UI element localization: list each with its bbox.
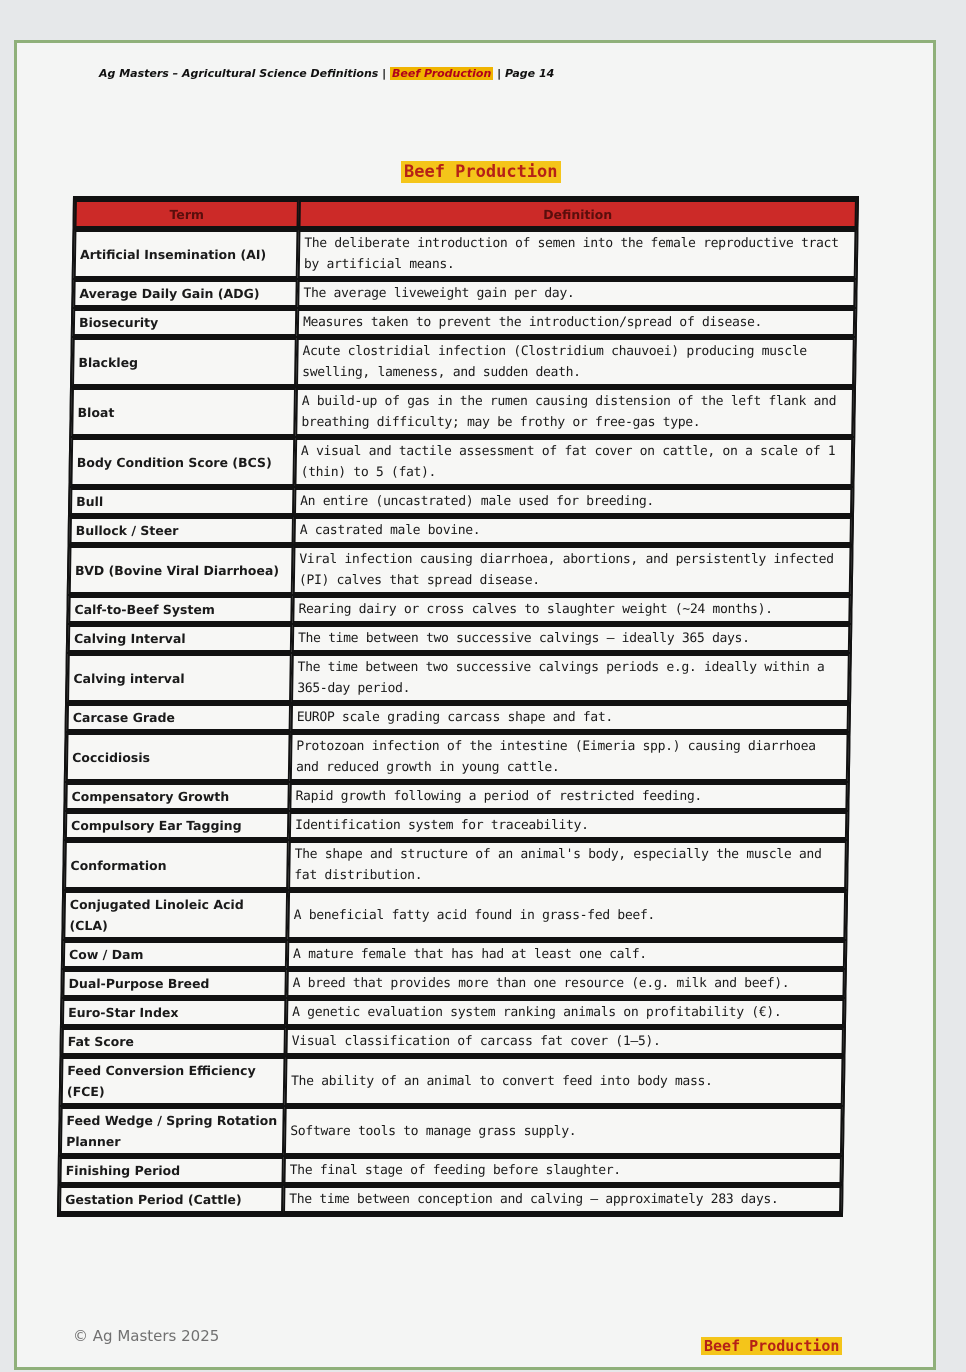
definition-cell: Measures taken to prevent the introduction/spread of disease.: [297, 309, 855, 336]
term-cell: Bloat: [71, 388, 296, 436]
term-cell: Bullock / Steer: [70, 517, 294, 544]
table-row: [72, 338, 855, 386]
table-row: [59, 1157, 841, 1184]
table-body: [59, 230, 856, 1213]
term-cell: Fat Score: [62, 1028, 286, 1055]
term-cell: Bull: [70, 488, 294, 515]
header-page-number: | Page 14: [497, 67, 555, 80]
table-row: [62, 970, 844, 997]
table-row: [64, 841, 847, 889]
term-cell: Carcase Grade: [67, 704, 291, 731]
column-header-definition: Definition: [298, 200, 856, 228]
definition-cell: A castrated male bovine.: [294, 517, 852, 544]
definition-cell: An entire (uncastrated) male used for breeding.: [294, 488, 852, 515]
term-cell: Artificial Insemination (AI): [74, 230, 299, 278]
table-row: [74, 230, 857, 278]
definition-cell: Protozoan infection of the intestine (Eimeria spp.) causing diarrhoea and reduced growth in young cattle.: [290, 733, 849, 781]
term-cell: Coccidiosis: [66, 733, 291, 781]
table-row: [65, 783, 847, 810]
header-section: Beef Production: [392, 67, 492, 80]
table-row: [61, 1057, 844, 1105]
definition-cell: Software tools to manage grass supply.: [284, 1107, 843, 1155]
term-cell: Calving interval: [67, 654, 292, 702]
table-row: [73, 309, 855, 336]
table-row: [63, 891, 846, 939]
definition-cell: Rearing dairy or cross calves to slaughter weight (~24 months).: [292, 596, 850, 623]
footer-copyright: © Ag Masters 2025: [73, 1327, 220, 1345]
table-row: [66, 733, 849, 781]
term-cell: Compensatory Growth: [65, 783, 289, 810]
definition-cell: A beneficial fatty acid found in grass-fed beef.: [287, 891, 846, 939]
term-cell: Euro-Star Index: [62, 999, 286, 1026]
definition-cell: The ability of an animal to convert feed into body mass.: [285, 1057, 844, 1105]
table-row: [62, 1028, 844, 1055]
table-row: [70, 517, 852, 544]
definition-cell: The time between two successive calvings periods e.g. ideally within a 365-day period.: [291, 654, 850, 702]
definition-cell: The time between conception and calving – approximately 283 days.: [283, 1186, 841, 1213]
table-row: [65, 812, 847, 839]
table-row: [70, 488, 852, 515]
definition-cell: The time between two successive calvings – ideally 365 days.: [292, 625, 850, 652]
table-row: [71, 388, 854, 436]
table-row: [60, 1107, 843, 1155]
column-header-term: Term: [74, 200, 298, 228]
term-cell: Finishing Period: [59, 1157, 283, 1184]
definition-cell: A genetic evaluation system ranking animals on profitability (€).: [286, 999, 844, 1026]
term-cell: Compulsory Ear Tagging: [65, 812, 289, 839]
definition-cell: Viral infection causing diarrhoea, abortions, and persistently infected (PI) calves that spread disease.: [293, 546, 852, 594]
term-cell: Calf-to-Beef System: [68, 596, 292, 623]
definition-cell: EUROP scale grading carcass shape and fat.: [291, 704, 849, 731]
definition-cell: The final stage of feeding before slaughter.: [283, 1157, 841, 1184]
table-row: [67, 654, 850, 702]
term-cell: Blackleg: [72, 338, 297, 386]
definition-cell: Rapid growth following a period of restricted feeding.: [289, 783, 847, 810]
definition-cell: The deliberate introduction of semen into the female reproductive tract by artificial means.: [298, 230, 857, 278]
header-prefix: Ag Masters – Agricultural Science Definitions |: [99, 67, 387, 80]
definition-cell: Acute clostridial infection (Clostridium chauvoei) producing muscle swelling, lameness, and sudden death.: [296, 338, 855, 386]
footer-section-label: Beef Production: [701, 1337, 842, 1355]
definitions-table: [57, 196, 859, 1217]
definition-cell: The average liveweight gain per day.: [297, 280, 855, 307]
definition-cell: A build-up of gas in the rumen causing distension of the left flank and breathing difficulty; may be frothy or free-gas type.: [295, 388, 854, 436]
term-cell: Conformation: [64, 841, 289, 889]
term-cell: Conjugated Linoleic Acid (CLA): [63, 891, 288, 939]
term-cell: BVD (Bovine Viral Diarrhoea): [69, 546, 294, 594]
term-cell: Feed Wedge / Spring Rotation Planner: [60, 1107, 285, 1155]
table-row: [63, 941, 845, 968]
table-header-row: [74, 200, 856, 228]
page-header: [99, 67, 554, 80]
term-cell: Dual-Purpose Breed: [62, 970, 286, 997]
definition-cell: A breed that provides more than one resource (e.g. milk and beef).: [286, 970, 844, 997]
document-page: [14, 40, 936, 1370]
table-row: [68, 596, 850, 623]
term-cell: Feed Conversion Efficiency (FCE): [61, 1057, 286, 1105]
table-row: [68, 625, 850, 652]
table-row: [70, 438, 853, 486]
term-cell: Gestation Period (Cattle): [59, 1186, 283, 1213]
table-row: [69, 546, 852, 594]
definition-cell: Identification system for traceability.: [289, 812, 847, 839]
document-title: Beef Production: [401, 161, 561, 183]
table-row: [73, 280, 855, 307]
term-cell: Average Daily Gain (ADG): [73, 280, 297, 307]
table-row: [62, 999, 844, 1026]
term-cell: Body Condition Score (BCS): [70, 438, 295, 486]
table-row: [59, 1186, 841, 1213]
table-row: [67, 704, 849, 731]
definition-cell: The shape and structure of an animal's body, especially the muscle and fat distribution.: [288, 841, 847, 889]
definition-cell: Visual classification of carcass fat cover (1–5).: [286, 1028, 844, 1055]
definition-cell: A visual and tactile assessment of fat cover on cattle, on a scale of 1 (thin) to 5 (fat).: [294, 438, 853, 486]
term-cell: Biosecurity: [73, 309, 297, 336]
term-cell: Cow / Dam: [63, 941, 287, 968]
term-cell: Calving Interval: [68, 625, 292, 652]
definition-cell: A mature female that has had at least one calf.: [287, 941, 845, 968]
